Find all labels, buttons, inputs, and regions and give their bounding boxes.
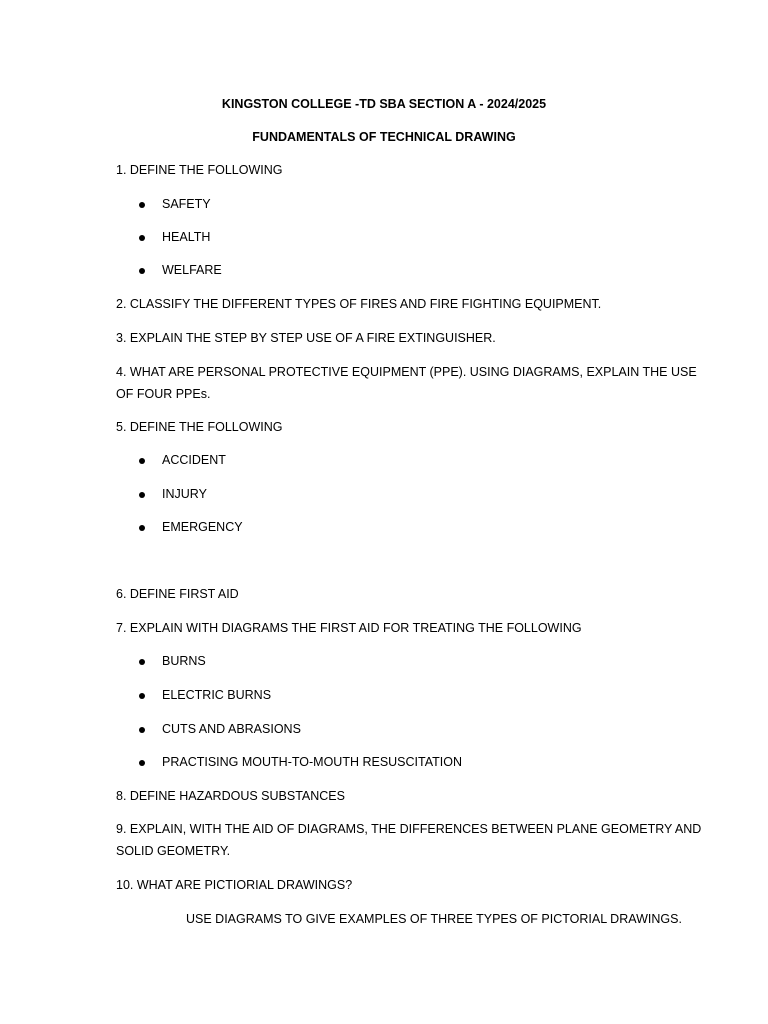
question-9-line-1: 9. EXPLAIN, WITH THE AID OF DIAGRAMS, THE DIFFERENCES BETWEEN PLANE GEOMETRY AND (116, 822, 702, 836)
question-3: 3. EXPLAIN THE STEP BY STEP USE OF A FIRE EXTINGUISHER. (116, 331, 496, 345)
document-title: KINGSTON COLLEGE -TD SBA SECTION A - 2024/2025 (221, 97, 547, 111)
question-10-subpart: USE DIAGRAMS TO GIVE EXAMPLES OF THREE TYPES OF PICTORIAL DRAWINGS. (186, 912, 682, 926)
q5-item-accident: ACCIDENT (162, 453, 226, 467)
bullet-icon (139, 760, 145, 766)
question-4-line-1: 4. WHAT ARE PERSONAL PROTECTIVE EQUIPMENT (PPE). USING DIAGRAMS, EXPLAIN THE USE (116, 365, 697, 379)
q7-item-burns: BURNS (162, 654, 206, 668)
bullet-icon (139, 458, 145, 464)
bullet-icon (139, 492, 145, 498)
bullet-icon (139, 268, 145, 274)
document-subtitle: FUNDAMENTALS OF TECHNICAL DRAWING (252, 130, 516, 144)
q5-item-emergency: EMERGENCY (162, 520, 243, 534)
question-7: 7. EXPLAIN WITH DIAGRAMS THE FIRST AID FOR TREATING THE FOLLOWING (116, 621, 582, 635)
bullet-icon (139, 202, 145, 208)
question-8: 8. DEFINE HAZARDOUS SUBSTANCES (116, 789, 345, 803)
q7-item-electric-burns: ELECTRIC BURNS (162, 688, 272, 702)
bullet-icon (139, 727, 145, 733)
bullet-icon (139, 525, 145, 531)
bullet-icon (139, 659, 145, 665)
question-1: 1. DEFINE THE FOLLOWING (116, 163, 283, 177)
question-5: 5. DEFINE THE FOLLOWING (116, 420, 283, 434)
bullet-icon (139, 235, 145, 241)
question-4-line-2: OF FOUR PPEs. (116, 387, 211, 401)
question-2: 2. CLASSIFY THE DIFFERENT TYPES OF FIRES AND FIRE FIGHTING EQUIPMENT. (116, 297, 602, 311)
q1-item-health: HEALTH (162, 230, 211, 244)
question-10: 10. WHAT ARE PICTIORIAL DRAWINGS? (116, 878, 353, 892)
q1-item-safety: SAFETY (162, 197, 211, 211)
question-6: 6. DEFINE FIRST AID (116, 587, 239, 601)
q7-item-resuscitation: PRACTISING MOUTH-TO-MOUTH RESUSCITATION (162, 755, 462, 769)
q1-item-welfare: WELFARE (162, 263, 222, 277)
bullet-icon (139, 693, 145, 699)
q5-item-injury: INJURY (162, 487, 207, 501)
question-9-line-2: SOLID GEOMETRY. (116, 844, 231, 858)
q7-item-cuts: CUTS AND ABRASIONS (162, 722, 301, 736)
